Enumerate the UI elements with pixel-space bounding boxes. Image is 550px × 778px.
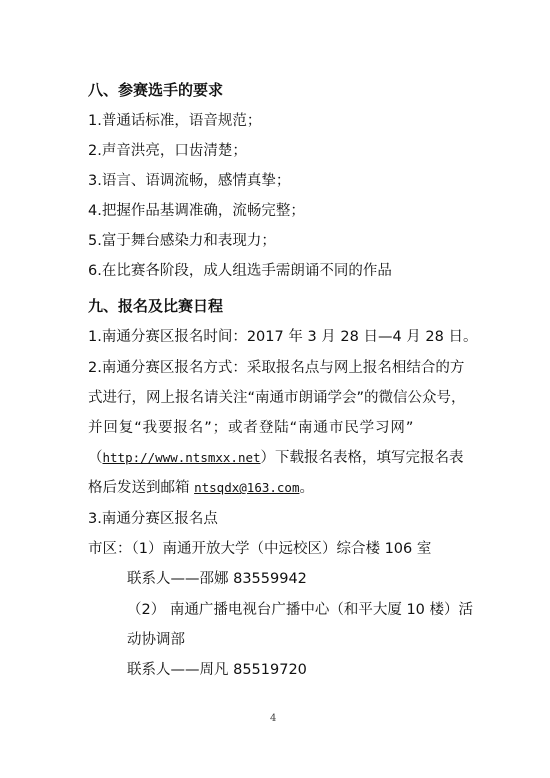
requirement-item-4: 4.把握作品基调准确，流畅完整； <box>88 203 305 219</box>
requirement-item-1: 1.普通话标准，语音规范； <box>88 113 262 129</box>
email-prefix: 格后发送到邮箱 <box>88 480 195 496</box>
venue-2-line-2: 动协调部 <box>127 632 185 648</box>
requirement-item-6: 6.在比赛各阶段，成人组选手需朗诵不同的作品 <box>88 263 392 279</box>
website-link[interactable]: http://www.ntsmxx.net <box>102 450 261 465</box>
registration-method-line-4 <box>88 448 464 468</box>
contact-2: 联系人——周凡 85519720 <box>127 662 307 678</box>
page-number: 4 <box>270 713 277 724</box>
section-8-heading: 八、参赛选手的要求 <box>88 81 224 99</box>
requirement-item-5: 5.富于舞台感染力和表现力； <box>88 233 276 249</box>
registration-points-heading: 3.南通分赛区报名点 <box>88 511 218 527</box>
registration-method-line-5 <box>88 478 314 498</box>
registration-method-line-1: 2.南通分赛区报名方式：采取报名点与网上报名相结合的方 <box>88 360 465 376</box>
contact-1: 联系人——邵娜 83559942 <box>127 571 307 587</box>
venue-1: 市区：（1）南通开放大学（中远校区）综合楼 106 室 <box>88 541 432 557</box>
requirement-item-2: 2.声音洪亮，口齿清楚； <box>88 143 247 159</box>
email-suffix: 。 <box>299 480 314 496</box>
requirement-item-3: 3.语言、语调流畅，感情真挚； <box>88 173 291 189</box>
venue-2-line-1: （2） 南通广播电视台广播中心（和平大厦 10 楼）活 <box>127 602 474 618</box>
registration-time: 1.南通分赛区报名时间：2017 年 3 月 28 日—4 月 28 日。 <box>88 329 478 345</box>
registration-method-line-2: 式进行，网上报名请关注“南通市朗诵学会”的微信公众号， <box>88 390 466 406</box>
paren-open: （ <box>88 450 103 466</box>
download-text: ）下载报名表格，填写完报名表 <box>260 450 464 466</box>
section-9-heading: 九、报名及比赛日程 <box>88 297 224 315</box>
email-link[interactable]: ntsqdx@163.com <box>194 480 300 495</box>
registration-method-line-3: 并回复“我要报名”；或者登陆“南通市民学习网” <box>88 420 415 436</box>
